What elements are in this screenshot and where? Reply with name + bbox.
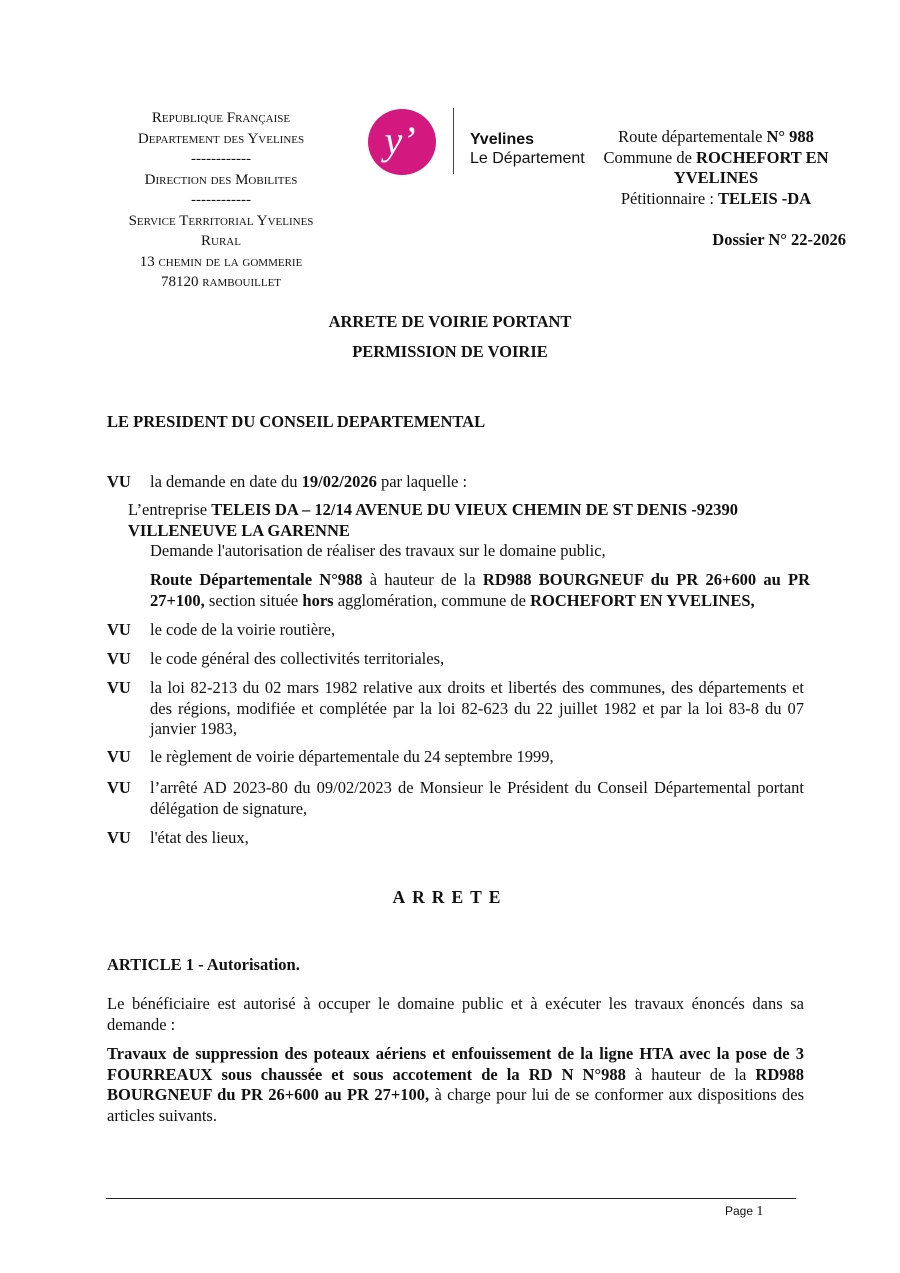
logo-brand-subtitle: Le Département (470, 150, 585, 167)
vu-label: VU (107, 747, 131, 766)
route-label: Route départementale (618, 127, 763, 146)
works-end: à charge pour lui de se conformer aux dispositions des articles suivants. (107, 1085, 805, 1125)
commune-name-2: YVELINES (673, 168, 759, 187)
page-label: Page (725, 1204, 754, 1218)
page-number-value: 1 (756, 1204, 764, 1219)
route-location-paragraph (150, 570, 810, 611)
header-separator: ------------ (191, 192, 251, 208)
vu-item: le code général des collectivités territoriales, (150, 649, 445, 668)
route-bold: Route Départementale N°988 (150, 570, 363, 589)
header-right-block (588, 127, 844, 209)
header-rural: Rural (201, 233, 241, 249)
yvelines-logo-icon (368, 108, 438, 176)
works-bold: Travaux de suppression des poteaux aériens et enfouissement de la ligne HTA avec la pose de 3 FOURREAUX sous chaussée et sous accotement de la RD N N°988 (107, 1044, 804, 1084)
header-postcode: 78120 rambouillet (160, 274, 282, 290)
company-prefix: L’entreprise (128, 500, 208, 519)
footer-divider (106, 1198, 796, 1199)
header-left-block (95, 108, 347, 293)
commune-name: ROCHEFORT EN (696, 147, 829, 167)
vu-label: VU (107, 678, 131, 697)
vu-demande-date: 19/02/2026 (301, 472, 377, 491)
header-republique: Republique Française (151, 110, 291, 126)
article1-paragraph: Le bénéficiaire est autorisé à occuper le domaine public et à exécuter les travaux énoncés dans sa demande : (107, 994, 804, 1034)
vu-label: VU (107, 649, 131, 668)
petitioner-label: Pétitionnaire : (620, 188, 714, 208)
dossier-number: Dossier N° 22-2026 (712, 230, 846, 249)
commune-label: Commune de (603, 147, 692, 167)
header-separator: ------------ (191, 151, 251, 167)
president-heading: LE PRESIDENT DU CONSEIL DEPARTEMENTAL (107, 412, 486, 431)
document-title-line2: PERMISSION DE VOIRIE (352, 342, 548, 361)
vu-label: VU (107, 472, 131, 491)
header-service: Service Territorial Yvelines (128, 212, 314, 229)
company-block (128, 500, 808, 541)
logo-brand-name: Yvelines (470, 131, 535, 148)
company-line-1 (128, 500, 808, 521)
vu-label: VU (107, 620, 131, 639)
company-name-address: TELEIS DA – 12/14 AVENUE DU VIEUX CHEMIN DE ST DENIS -92390 (211, 500, 738, 519)
vu-item: la loi 82-213 du 02 mars 1982 relative aux droits et libertés des communes, des départements et des régions, modifiée et complétée par la loi 82-623 du 22 juillet 1982 et par la loi 83-8 du 07 janvier 1983, (150, 678, 804, 738)
vu-item: l'état des lieux, (150, 828, 249, 847)
section-text: section située (208, 590, 299, 610)
header-departement: Departement des Yvelines (137, 130, 305, 147)
company-city: VILLENEUVE LA GARENNE (128, 520, 350, 540)
route-line (588, 127, 844, 148)
vu-demande (150, 472, 467, 493)
vu-label: VU (107, 778, 131, 797)
document-title-line1: ARRETE DE VOIRIE PORTANT (328, 312, 572, 331)
works-mid: à hauteur de la (634, 1064, 747, 1084)
request-text: Demande l'autorisation de réaliser des travaux sur le domaine public, (150, 541, 606, 560)
vu-demande-text: la demande en date du (150, 472, 298, 491)
company-line-2 (128, 521, 808, 542)
article1-works-paragraph (107, 1044, 804, 1126)
works-location-bold: RD988 BOURGNEUF du PR 26+600 au PR 27+100, (107, 1064, 805, 1104)
vu-demande-text-end: par laquelle : (380, 472, 468, 491)
article1-heading: ARTICLE 1 - Autorisation. (107, 955, 300, 974)
header-direction: Direction des Mobilites (144, 171, 298, 188)
vu-item: le règlement de voirie départementale du 24 septembre 1999, (150, 747, 554, 766)
location-bold: RD988 BOURGNEUF du PR 26+600 au PR 27+100, (150, 570, 811, 610)
logo-glyph: y’ (384, 118, 416, 163)
route-number: N° 988 (766, 127, 814, 146)
route-mid: à hauteur de la (369, 570, 476, 589)
page-number (725, 1204, 763, 1220)
vu-item: l’arrêté AD 2023-80 du 09/02/2023 de Monsieur le Président du Conseil Départemental portant délégation de signature, (150, 778, 804, 818)
petitioner-line (588, 189, 844, 210)
vu-label: VU (107, 828, 131, 847)
commune-bold: ROCHEFORT EN YVELINES, (530, 590, 755, 610)
header-address: 13 chemin de la gommerie (139, 253, 303, 270)
commune-line-2 (588, 168, 844, 189)
petitioner-name: TELEIS -DA (718, 188, 812, 208)
commune-text: agglomération, commune de (337, 590, 527, 610)
commune-line (588, 148, 844, 169)
arrete-heading: ARRETE (392, 887, 508, 907)
vu-item: le code de la voirie routière, (150, 620, 336, 639)
logo-divider (453, 108, 454, 174)
hors-bold: hors (302, 590, 334, 610)
